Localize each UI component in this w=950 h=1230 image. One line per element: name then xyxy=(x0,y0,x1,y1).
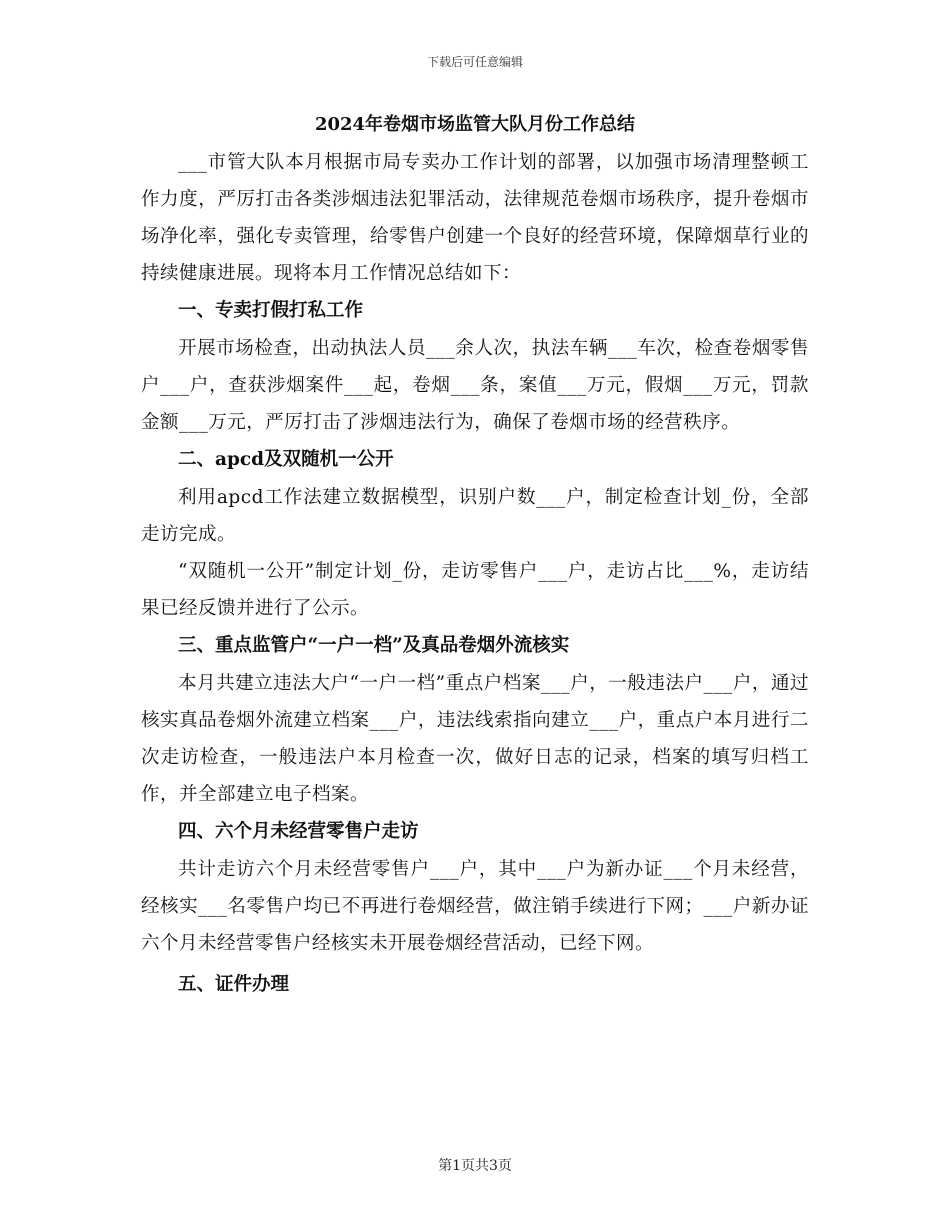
page-number: 第1页共3页 xyxy=(438,1158,512,1174)
section-2-heading: 二、apcd及双随机一公开 xyxy=(178,449,394,470)
section-4-heading: 四、六个月未经营零售户走访 xyxy=(178,821,419,842)
section-1-paragraph: 开展市场检查，出动执法人员___余人次，执法车辆___车次，检查卷烟零售户___户，查获涉烟案件___起，卷烟___条，案值___万元，假烟___万元，罚款金额___万元，严厉打击了涉烟违法行为，确保了卷烟市场的经营秩序。 xyxy=(141,338,809,433)
section-4-paragraph: 共计走访六个月未经营零售户___户，其中___户为新办证___个月未经营，经核实___名零售户均已不再进行卷烟经营，做注销手续进行下网；___户新办证六个月未经营零售户经核实未开展卷烟经营活动，已经下网。 xyxy=(141,859,809,954)
section-1-heading: 一、专卖打假打私工作 xyxy=(178,300,364,321)
intro-paragraph: ___市管大队本月根据市局专卖办工作计划的部署，以加强市场清理整顿工作力度，严厉打击各类涉烟违法犯罪活动，法律规范卷烟市场秩序，提升卷烟市场净化率，强化专卖管理，给零售户创建一个良好的经营环境，保障烟草行业的持续健康进展。现将本月工作情况总结如下： xyxy=(141,152,809,284)
section-5-heading: 五、证件办理 xyxy=(178,974,290,995)
document-body xyxy=(141,112,809,1004)
document-title: 2024年卷烟市场监管大队月份工作总结 xyxy=(314,114,636,135)
section-3-paragraph: 本月共建立违法大户“一户一档”重点户档案___户，一般违法户___户，通过核实真品卷烟外流建立档案___户，违法线索指向建立___户，重点户本月进行二次走访检查，一般违法户本月检查一次，做好日志的记录，档案的填写归档工作，并全部建立电子档案。 xyxy=(141,673,809,805)
page-header-note: 下载后可任意编辑 xyxy=(426,55,523,69)
section-2-paragraph-2: “双随机一公开”制定计划_份，走访零售户___户，走访占比___%，走访结果已经反馈并进行了公示。 xyxy=(141,561,809,619)
section-2-paragraph-1: 利用apcd工作法建立数据模型，识别户数___户，制定检查计划_份，全部走访完成。 xyxy=(141,487,809,545)
section-3-heading: 三、重点监管户“一户一档”及真品卷烟外流核实 xyxy=(178,635,570,656)
